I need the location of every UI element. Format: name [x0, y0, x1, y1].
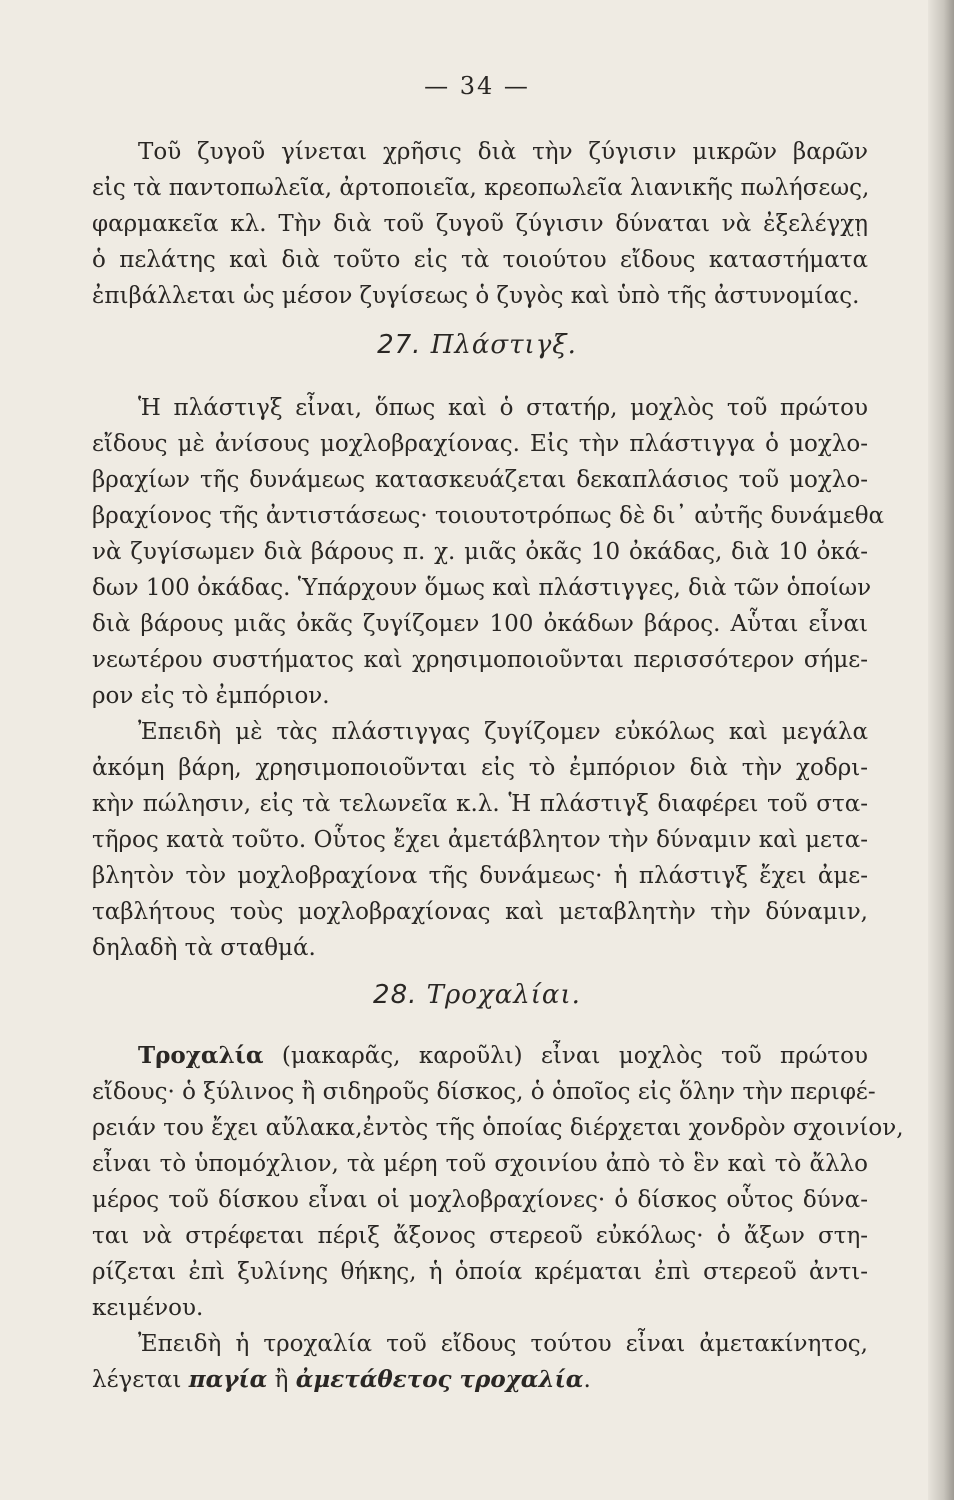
defined-term: Τροχαλία — [138, 1042, 264, 1069]
page-edge — [928, 0, 954, 1500]
text-line: νεωτέρου συστήματος καὶ χρησιμοποιοῦνται περισσότερον σήμε- — [92, 647, 868, 673]
text-run: ἢ — [267, 1367, 296, 1393]
text-line: εἴδους· ὁ ξύλινος ἢ σιδηροῦς δίσκος, ὁ ὁποῖος εἰς ὅλην τὴν περιφέ- — [92, 1079, 876, 1105]
text-line: νὰ ζυγίσωμεν διὰ βάρους π. χ. μιᾶς ὀκᾶς 10 ὀκάδας, διὰ 10 ὀκά- — [92, 539, 868, 565]
text-line: ρίζεται ἐπὶ ξυλίνης θήκης, ἡ ὁποία κρέμαται ἐπὶ στερεοῦ ἀντι- — [92, 1259, 868, 1285]
text-line: βραχίων τῆς δυνάμεως κατασκευάζεται δεκαπλάσιος τοῦ μοχλο- — [92, 467, 868, 493]
text-line: δων 100 ὀκάδας. Ὑπάρχουν ὅμως καὶ πλάστιγγες, διὰ τῶν ὁποίων — [92, 575, 872, 601]
text-line — [138, 1040, 868, 1072]
text-line: Ἐπειδὴ ἡ τροχαλία τοῦ εἴδους τούτου εἶναι ἀμετακίνητος, — [138, 1331, 868, 1357]
text-line: δηλαδὴ τὰ σταθμά. — [92, 935, 316, 961]
text-line: ται νὰ στρέφεται πέριξ ἄξονος στερεοῦ εὐκόλως· ὁ ἄξων στη- — [92, 1223, 868, 1249]
section-title: Πλάστιγξ. — [430, 330, 577, 360]
text-line: ρον εἰς τὸ ἐμπόριον. — [92, 683, 330, 709]
text-line: εἶναι τὸ ὑπομόχλιον, τὰ μέρη τοῦ σχοινίου ἀπὸ τὸ ἓν καὶ τὸ ἄλλο — [92, 1151, 868, 1177]
text-line: ὁ πελάτης καὶ διὰ τοῦτο εἰς τὰ τοιούτου εἴδους καταστήματα — [92, 247, 868, 273]
defined-term: παγία — [188, 1366, 268, 1393]
text-line: βραχίονος τῆς ἀντιστάσεως· τοιουτοτρόπως δὲ δι᾽ αὐτῆς δυνάμεθα — [92, 503, 885, 529]
text-line: φαρμακεῖα κλ. Τὴν διὰ τοῦ ζυγοῦ ζύγισιν δύναται νὰ ἐξελέγχῃ — [92, 211, 868, 237]
text-line: διὰ βάρους μιᾶς ὀκᾶς ζυγίζομεν 100 ὀκάδων βάρος. Αὗται εἶναι — [92, 611, 868, 637]
text-run: (μακαρᾶς, καροῦλι) εἶναι μοχλὸς τοῦ πρώτου — [263, 1043, 868, 1069]
text-line: βλητὸν τὸν μοχλοβραχίονα τῆς δυνάμεως· ἡ πλάστιγξ ἔχει ἀμε- — [92, 863, 868, 889]
text-line: εἴδους μὲ ἀνίσους μοχλοβραχίονας. Εἰς τὴν πλάστιγγα ὁ μοχλο- — [92, 431, 868, 457]
text-line: Ἐπειδὴ μὲ τὰς πλάστιγγας ζυγίζομεν εὐκόλως καὶ μεγάλα — [138, 719, 868, 745]
section-number: 28. — [373, 980, 418, 1010]
text-line: μέρος τοῦ δίσκου εἶναι οἱ μοχλοβραχίονες· ὁ δίσκος οὗτος δύνα- — [92, 1187, 868, 1213]
text-line: ἀκόμη βάρη, χρησιμοποιοῦνται εἰς τὸ ἐμπόριον διὰ τὴν χοδρι- — [92, 755, 868, 781]
defined-term: ἀμετάθετος τροχαλία — [295, 1366, 584, 1393]
text-line: Τοῦ ζυγοῦ γίνεται χρῆσις διὰ τὴν ζύγισιν μικρῶν βαρῶν — [138, 139, 868, 165]
text-line: Ἡ πλάστιγξ εἶναι, ὅπως καὶ ὁ στατήρ, μοχλὸς τοῦ πρώτου — [138, 395, 868, 421]
page-number: — 34 — — [424, 72, 530, 100]
section-heading-28 — [0, 980, 954, 1010]
text-line: εἰς τὰ παντοπωλεῖα, ἀρτοποιεῖα, κρεοπωλεῖα λιανικῆς πωλήσεως, — [92, 175, 870, 201]
text-line: ρειάν του ἔχει αὔλακα,ἐντὸς τῆς ὁποίας διέρχεται χονδρὸν σχοινίον, — [92, 1115, 904, 1141]
section-heading-27 — [0, 330, 954, 360]
text-line: ἐπιβάλλεται ὡς μέσον ζυγίσεως ὁ ζυγὸς καὶ ὑπὸ τῆς ἀστυνομίας. — [92, 283, 860, 309]
text-line: ταβλήτους τοὺς μοχλοβραχίονας καὶ μεταβλητὴν τὴν δύναμιν, — [92, 899, 868, 925]
text-line: κὴν πώλησιν, εἰς τὰ τελωνεῖα κ.λ. Ἡ πλάστιγξ διαφέρει τοῦ στα- — [92, 791, 868, 817]
text-line: τῆρος κατὰ τοῦτο. Οὗτος ἔχει ἀμετάβλητον τὴν δύναμιν καὶ μετα- — [92, 827, 868, 853]
section-title: Τροχαλίαι. — [426, 980, 581, 1010]
text-run: λέγεται — [92, 1367, 189, 1393]
section-number: 27. — [377, 330, 422, 360]
text-run: . — [583, 1367, 591, 1393]
text-line — [92, 1364, 868, 1396]
text-line: κειμένου. — [92, 1295, 204, 1321]
